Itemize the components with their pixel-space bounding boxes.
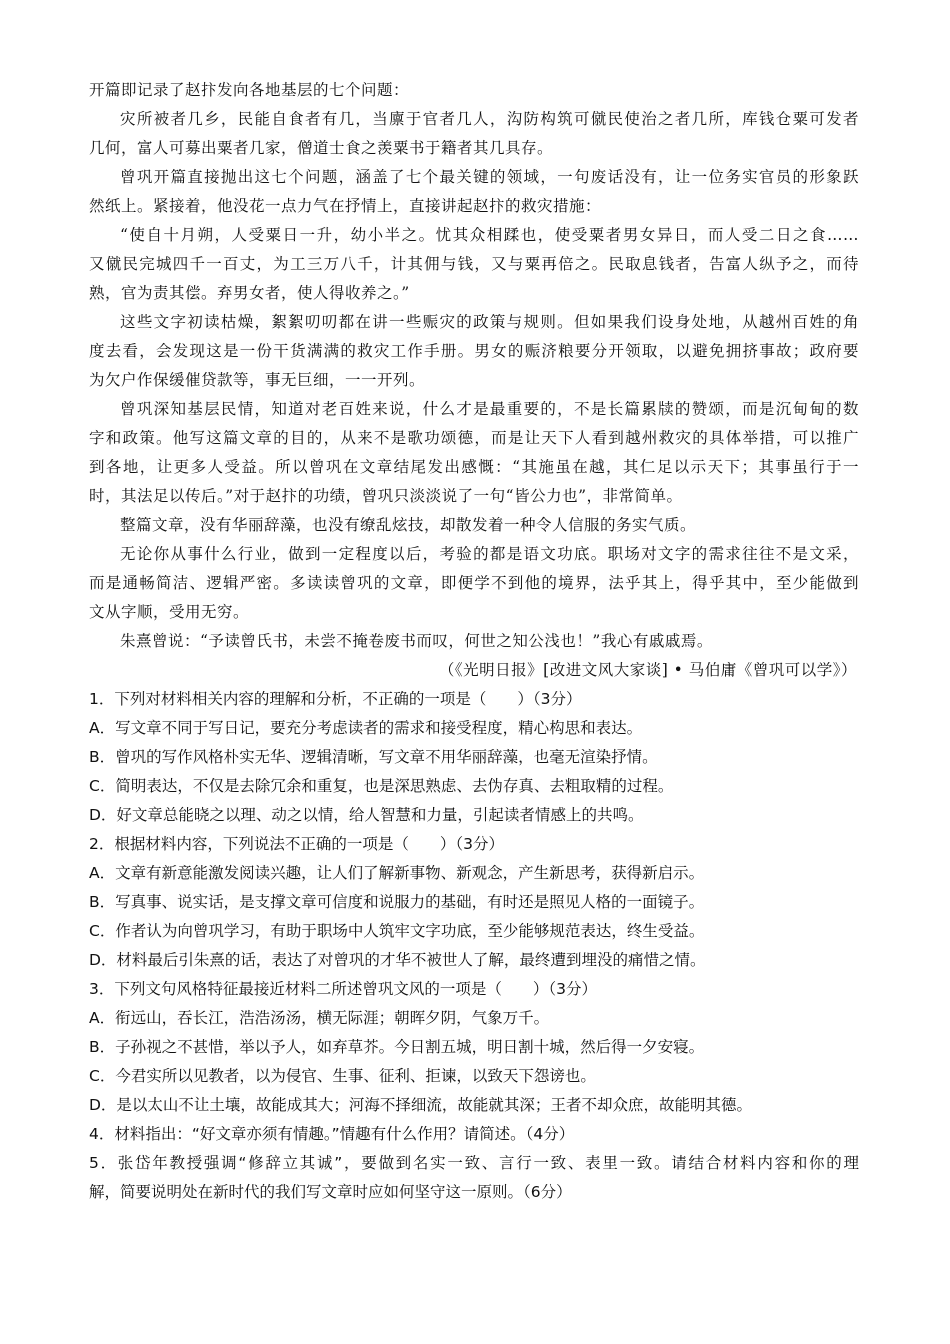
paragraph-line: 为欠户作保缓催贷款等，事无巨细，一一开列。 <box>89 371 426 389</box>
question-3: 3．下列文句风格特征最接近材料二所述曾巩文风的一项是（ ）（3分） <box>89 980 597 998</box>
paragraph-line: 朱熹曾说：“予读曾氏书，未尝不掩卷废书而叹，何世之知公浅也！”我心有戚戚焉。 <box>120 632 713 650</box>
text-column <box>89 76 859 1207</box>
paragraph-line: 无论你从事什么行业，做到一定程度以后，考验的都是语文功底。职场对文字的需求往往不是文采， <box>120 545 859 563</box>
paragraph-line: 字和政策。他写这篇文章的目的，从来不是歌功颂德，而是让天下人看到越州救灾的具体举措，可以推广 <box>89 429 859 447</box>
option-1a: A．写文章不同于写日记，要充分考虑读者的需求和接受程度，精心构思和表达。 <box>89 719 643 737</box>
option-3b: B．子孙视之不甚惜，举以予人，如弃草芥。今日割五城，明日割十城，然后得一夕安寝。 <box>89 1038 705 1056</box>
option-2c: C．作者认为向曾巩学习，有助于职场中人筑牢文字功底，至少能够规范表达，终生受益。 <box>89 922 705 940</box>
paragraph-line: 曾巩开篇直接抛出这七个问题，涵盖了七个最关键的领域，一句废话没有，让一位务实官员的形象跃 <box>120 168 859 186</box>
option-1c: C．简明表达，不仅是去除冗余和重复，也是深思熟虑、去伪存真、去粗取精的过程。 <box>89 777 674 795</box>
source-citation: （《光明日报》[改进文风大家谈] • 马伯庸《曾巩可以学》） <box>438 661 857 679</box>
option-3a: A．衔远山，吞长江，浩浩汤汤，横无际涯；朝晖夕阴，气象万千。 <box>89 1009 550 1027</box>
option-3c: C．今君实所以见教者，以为侵官、生事、征利、拒谏，以致天下怨谤也。 <box>89 1067 596 1085</box>
quote-line: 熟，官为责其偿。弃男女者，使人得收养之。” <box>89 284 410 302</box>
question-5-continued: 解，简要说明处在新时代的我们写文章时应如何坚守这一原则。（6分） <box>89 1183 572 1201</box>
paragraph-line: 然纸上。紧接着，他没花一点力气在抒情上，直接讲起赵抃的救灾措施： <box>89 197 602 215</box>
quote-line: 灾所被者几乡，民能自食者有几，当廪于官者几人，沟防构筑可僦民使治之者几所，库钱仓粟可发者 <box>120 110 859 128</box>
paragraph-line: 时，其法足以传后。”对于赵抃的功绩，曾巩只淡淡说了一句“皆公力也”，非常简单。 <box>89 487 683 505</box>
paragraph-line: 到各地，让更多人受益。所以曾巩在文章结尾发出感慨：“其施虽在越，其仁足以示天下；其事虽行于一 <box>89 458 859 476</box>
quote-line: 几何，富人可募出粟者几家，僧道士食之羡粟书于籍者其几具存。 <box>89 139 554 157</box>
question-1: 1．下列对材料相关内容的理解和分析，不正确的一项是（ ）（3分） <box>89 690 582 708</box>
option-3d: D．是以太山不让土壤，故能成其大；河海不择细流，故能就其深；王者不却众庶，故能明其德。 <box>89 1096 752 1114</box>
paragraph-line: 曾巩深知基层民情，知道对老百姓来说，什么才是最重要的，不是长篇累牍的赞颂，而是沉甸甸的数 <box>120 400 859 418</box>
option-1b: B．曾巩的写作风格朴实无华、逻辑清晰，写文章不用华丽辞藻，也毫无渲染抒情。 <box>89 748 658 766</box>
paragraph-line: 度去看，会发现这是一份干货满满的救灾工作手册。男女的赈济粮要分开领取，以避免拥挤事故；政府要 <box>89 342 859 360</box>
paragraph-line: 开篇即记录了赵抃发向各地基层的七个问题： <box>89 81 410 99</box>
option-2b: B．写真事、说实话，是支撑文章可信度和说服力的基础，有时还是照见人格的一面镜子。 <box>89 893 705 911</box>
question-2: 2．根据材料内容，下列说法不正确的一项是（ ）（3分） <box>89 835 504 853</box>
quote-line: “使自十月朔，人受粟日一升，幼小半之。忧其众相蹂也，使受粟者男女异日，而人受二日之食…… <box>120 226 859 244</box>
paragraph-line: 整篇文章，没有华丽辞藻，也没有缭乱炫技，却散发着一种令人信服的务实气质。 <box>120 516 697 534</box>
option-1d: D．好文章总能晓之以理、动之以情，给人智慧和力量，引起读者情感上的共鸣。 <box>89 806 644 824</box>
paragraph-line: 而是通畅简洁、逻辑严密。多读读曾巩的文章，即便学不到他的境界，法乎其上，得乎其中，至少能做到 <box>89 574 859 592</box>
paragraph-line: 文从字顺，受用无穷。 <box>89 603 250 621</box>
paragraph-line: 这些文字初读枯燥，絮絮叨叨都在讲一些赈灾的政策与规则。但如果我们设身处地，从越州百姓的角 <box>120 313 859 331</box>
quote-line: 又僦民完城四千一百丈，为工三万八千，计其佣与钱，又与粟再倍之。民取息钱者，告富人纵予之，而待 <box>89 255 859 273</box>
option-2a: A．文章有新意能激发阅读兴趣，让人们了解新事物、新观念，产生新思考，获得新启示。 <box>89 864 705 882</box>
question-4: 4．材料指出：“好文章亦须有情趣。”情趣有什么作用？请简述。（4分） <box>89 1125 575 1143</box>
option-2d: D．材料最后引朱熹的话，表达了对曾巩的才华不被世人了解，最终遭到埋没的痛惜之情。 <box>89 951 706 969</box>
question-5: 5．张岱年教授强调“修辞立其诚”，要做到名实一致、言行一致、表里一致。请结合材料内容和你的理 <box>89 1154 859 1172</box>
